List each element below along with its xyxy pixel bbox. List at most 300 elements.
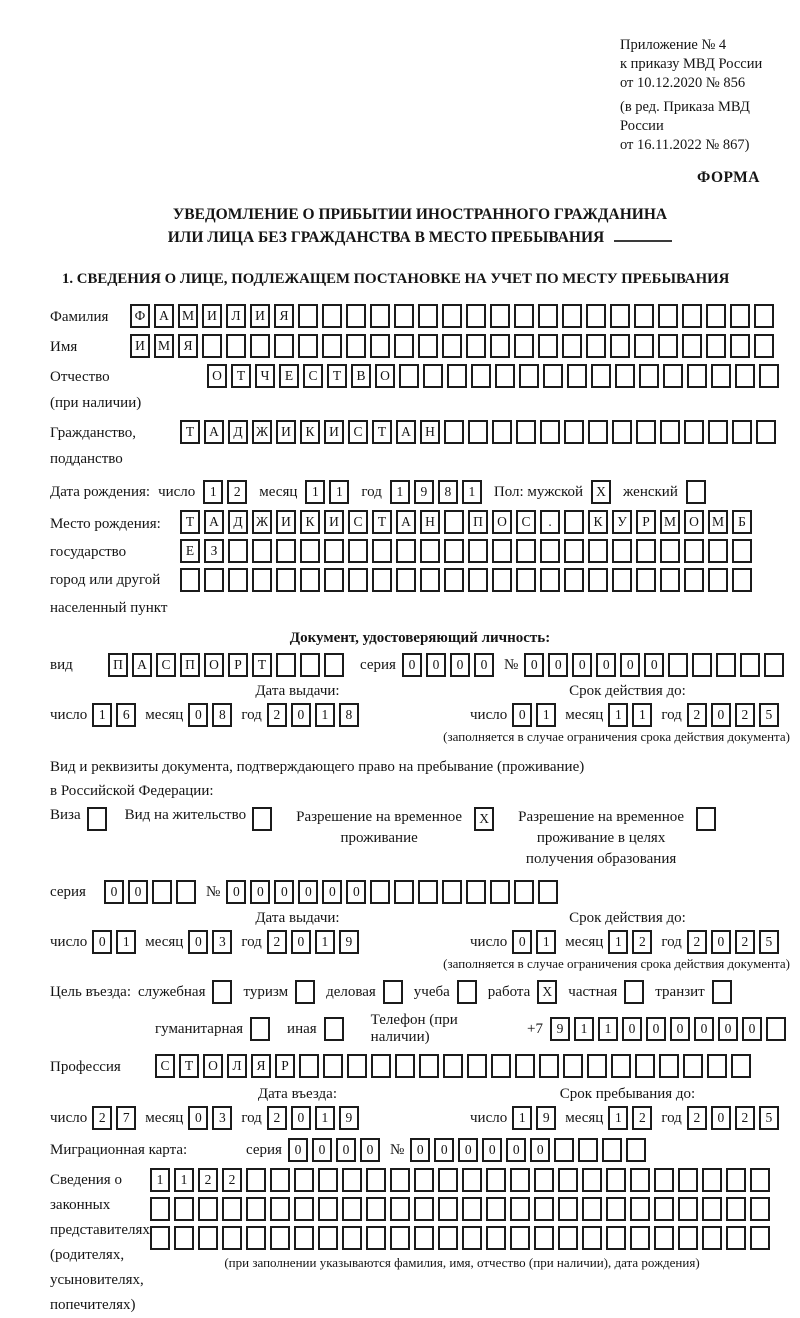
char-box[interactable]: 6 bbox=[116, 703, 136, 727]
char-box[interactable]: 1 bbox=[536, 930, 556, 954]
char-box[interactable] bbox=[696, 807, 716, 831]
char-box[interactable] bbox=[660, 539, 680, 563]
char-box[interactable]: А bbox=[132, 653, 152, 677]
char-box[interactable] bbox=[442, 880, 462, 904]
char-box[interactable]: 0 bbox=[711, 703, 731, 727]
char-box[interactable] bbox=[370, 304, 390, 328]
char-box[interactable]: И bbox=[202, 304, 222, 328]
char-box[interactable]: 0 bbox=[402, 653, 422, 677]
char-box[interactable] bbox=[471, 364, 491, 388]
char-box[interactable] bbox=[324, 653, 344, 677]
char-box[interactable] bbox=[366, 1197, 386, 1221]
char-box[interactable]: 1 bbox=[315, 1106, 335, 1130]
char-box[interactable]: 0 bbox=[188, 1106, 208, 1130]
char-box[interactable] bbox=[624, 980, 644, 1004]
char-box[interactable] bbox=[659, 1054, 679, 1078]
char-box[interactable] bbox=[563, 1054, 583, 1078]
char-box[interactable] bbox=[467, 1054, 487, 1078]
char-box[interactable] bbox=[702, 1226, 722, 1250]
char-box[interactable] bbox=[708, 568, 728, 592]
char-box[interactable]: К bbox=[300, 510, 320, 534]
char-box[interactable]: 1 bbox=[116, 930, 136, 954]
char-box[interactable]: . bbox=[540, 510, 560, 534]
char-box[interactable] bbox=[534, 1168, 554, 1192]
char-box[interactable] bbox=[372, 539, 392, 563]
char-box[interactable]: X bbox=[474, 807, 494, 831]
char-box[interactable] bbox=[515, 1054, 535, 1078]
char-box[interactable]: 0 bbox=[596, 653, 616, 677]
char-box[interactable]: 0 bbox=[482, 1138, 502, 1162]
char-box[interactable]: 0 bbox=[458, 1138, 478, 1162]
char-box[interactable]: 0 bbox=[288, 1138, 308, 1162]
char-box[interactable] bbox=[692, 653, 712, 677]
char-box[interactable] bbox=[250, 1017, 270, 1041]
char-box[interactable] bbox=[418, 880, 438, 904]
char-box[interactable]: Т bbox=[372, 420, 392, 444]
char-box[interactable]: М bbox=[178, 304, 198, 328]
char-box[interactable] bbox=[735, 364, 755, 388]
char-box[interactable]: Ф bbox=[130, 304, 150, 328]
char-box[interactable] bbox=[707, 1054, 727, 1078]
char-box[interactable] bbox=[764, 653, 784, 677]
char-box[interactable]: М bbox=[154, 334, 174, 358]
char-box[interactable]: Б bbox=[732, 510, 752, 534]
char-box[interactable]: С bbox=[303, 364, 323, 388]
char-box[interactable] bbox=[346, 334, 366, 358]
char-box[interactable]: С bbox=[156, 653, 176, 677]
char-box[interactable]: 2 bbox=[267, 1106, 287, 1130]
char-box[interactable]: А bbox=[396, 510, 416, 534]
char-box[interactable] bbox=[586, 304, 606, 328]
char-box[interactable] bbox=[420, 539, 440, 563]
char-box[interactable]: П bbox=[468, 510, 488, 534]
char-box[interactable] bbox=[270, 1168, 290, 1192]
char-box[interactable]: 1 bbox=[203, 480, 223, 504]
char-box[interactable] bbox=[396, 568, 416, 592]
char-box[interactable] bbox=[468, 539, 488, 563]
char-box[interactable]: 2 bbox=[92, 1106, 112, 1130]
char-box[interactable] bbox=[582, 1226, 602, 1250]
char-box[interactable]: 5 bbox=[759, 1106, 779, 1130]
char-box[interactable] bbox=[492, 539, 512, 563]
char-box[interactable]: У bbox=[612, 510, 632, 534]
char-box[interactable] bbox=[276, 568, 296, 592]
char-box[interactable]: 0 bbox=[524, 653, 544, 677]
char-box[interactable] bbox=[228, 568, 248, 592]
char-box[interactable] bbox=[395, 1054, 415, 1078]
char-box[interactable] bbox=[370, 880, 390, 904]
char-box[interactable]: О bbox=[203, 1054, 223, 1078]
char-box[interactable] bbox=[399, 364, 419, 388]
char-box[interactable]: 0 bbox=[450, 653, 470, 677]
char-box[interactable]: 0 bbox=[711, 1106, 731, 1130]
char-box[interactable] bbox=[706, 304, 726, 328]
char-box[interactable]: 1 bbox=[632, 703, 652, 727]
char-box[interactable] bbox=[246, 1168, 266, 1192]
char-box[interactable] bbox=[299, 1054, 319, 1078]
char-box[interactable] bbox=[324, 568, 344, 592]
char-box[interactable]: М bbox=[708, 510, 728, 534]
char-box[interactable]: И bbox=[250, 304, 270, 328]
char-box[interactable] bbox=[684, 568, 704, 592]
char-box[interactable]: 0 bbox=[530, 1138, 550, 1162]
char-box[interactable] bbox=[462, 1197, 482, 1221]
char-box[interactable] bbox=[582, 1168, 602, 1192]
char-box[interactable]: Ч bbox=[255, 364, 275, 388]
char-box[interactable] bbox=[750, 1197, 770, 1221]
char-box[interactable] bbox=[588, 420, 608, 444]
char-box[interactable] bbox=[394, 304, 414, 328]
char-box[interactable]: 0 bbox=[92, 930, 112, 954]
char-box[interactable] bbox=[612, 539, 632, 563]
char-box[interactable] bbox=[702, 1168, 722, 1192]
char-box[interactable]: И bbox=[130, 334, 150, 358]
char-box[interactable]: 0 bbox=[718, 1017, 738, 1041]
char-box[interactable] bbox=[490, 334, 510, 358]
char-box[interactable] bbox=[658, 334, 678, 358]
char-box[interactable]: О bbox=[492, 510, 512, 534]
char-box[interactable]: Р bbox=[275, 1054, 295, 1078]
char-box[interactable]: Т bbox=[179, 1054, 199, 1078]
char-box[interactable] bbox=[564, 539, 584, 563]
char-box[interactable]: 1 bbox=[315, 930, 335, 954]
char-box[interactable]: 0 bbox=[512, 703, 532, 727]
char-box[interactable] bbox=[540, 568, 560, 592]
char-box[interactable] bbox=[228, 539, 248, 563]
char-box[interactable]: 0 bbox=[548, 653, 568, 677]
char-box[interactable] bbox=[588, 568, 608, 592]
char-box[interactable] bbox=[324, 1017, 344, 1041]
char-box[interactable]: П bbox=[180, 653, 200, 677]
char-box[interactable]: 0 bbox=[312, 1138, 332, 1162]
char-box[interactable]: 0 bbox=[426, 653, 446, 677]
char-box[interactable] bbox=[468, 568, 488, 592]
char-box[interactable]: Е bbox=[279, 364, 299, 388]
char-box[interactable] bbox=[419, 1054, 439, 1078]
char-box[interactable] bbox=[564, 420, 584, 444]
char-box[interactable]: 5 bbox=[759, 703, 779, 727]
char-box[interactable] bbox=[466, 304, 486, 328]
char-box[interactable] bbox=[716, 653, 736, 677]
char-box[interactable]: А bbox=[204, 510, 224, 534]
char-box[interactable]: 3 bbox=[212, 930, 232, 954]
char-box[interactable] bbox=[222, 1197, 242, 1221]
char-box[interactable] bbox=[492, 420, 512, 444]
char-box[interactable] bbox=[654, 1168, 674, 1192]
char-box[interactable] bbox=[534, 1197, 554, 1221]
char-box[interactable] bbox=[322, 304, 342, 328]
char-box[interactable]: К bbox=[588, 510, 608, 534]
char-box[interactable] bbox=[87, 807, 107, 831]
char-box[interactable] bbox=[730, 334, 750, 358]
char-box[interactable] bbox=[606, 1226, 626, 1250]
char-box[interactable]: 1 bbox=[462, 480, 482, 504]
char-box[interactable]: 1 bbox=[150, 1168, 170, 1192]
char-box[interactable] bbox=[510, 1168, 530, 1192]
char-box[interactable] bbox=[300, 653, 320, 677]
char-box[interactable]: О bbox=[207, 364, 227, 388]
char-box[interactable] bbox=[443, 1054, 463, 1078]
char-box[interactable]: 2 bbox=[222, 1168, 242, 1192]
char-box[interactable] bbox=[514, 880, 534, 904]
char-box[interactable] bbox=[668, 653, 688, 677]
char-box[interactable]: 0 bbox=[742, 1017, 762, 1041]
char-box[interactable]: 0 bbox=[670, 1017, 690, 1041]
char-box[interactable]: 2 bbox=[687, 703, 707, 727]
char-box[interactable] bbox=[516, 420, 536, 444]
char-box[interactable] bbox=[766, 1017, 786, 1041]
char-box[interactable]: Л bbox=[226, 304, 246, 328]
char-box[interactable] bbox=[660, 420, 680, 444]
char-box[interactable]: 9 bbox=[536, 1106, 556, 1130]
char-box[interactable]: 9 bbox=[550, 1017, 570, 1041]
char-box[interactable] bbox=[466, 334, 486, 358]
char-box[interactable]: 1 bbox=[315, 703, 335, 727]
char-box[interactable] bbox=[318, 1168, 338, 1192]
char-box[interactable]: К bbox=[300, 420, 320, 444]
char-box[interactable] bbox=[444, 539, 464, 563]
char-box[interactable] bbox=[663, 364, 683, 388]
char-box[interactable] bbox=[226, 334, 246, 358]
char-box[interactable]: Т bbox=[231, 364, 251, 388]
char-box[interactable]: 0 bbox=[291, 703, 311, 727]
char-box[interactable] bbox=[298, 304, 318, 328]
char-box[interactable] bbox=[174, 1226, 194, 1250]
char-box[interactable] bbox=[348, 539, 368, 563]
char-box[interactable] bbox=[414, 1168, 434, 1192]
char-box[interactable]: 0 bbox=[322, 880, 342, 904]
char-box[interactable] bbox=[754, 304, 774, 328]
char-box[interactable]: 0 bbox=[711, 930, 731, 954]
char-box[interactable] bbox=[538, 334, 558, 358]
char-box[interactable] bbox=[591, 364, 611, 388]
char-box[interactable]: П bbox=[108, 653, 128, 677]
char-box[interactable] bbox=[578, 1138, 598, 1162]
char-box[interactable] bbox=[366, 1226, 386, 1250]
char-box[interactable]: 1 bbox=[174, 1168, 194, 1192]
char-box[interactable] bbox=[152, 880, 172, 904]
char-box[interactable] bbox=[323, 1054, 343, 1078]
char-box[interactable] bbox=[610, 304, 630, 328]
char-box[interactable]: 3 bbox=[212, 1106, 232, 1130]
char-box[interactable] bbox=[750, 1168, 770, 1192]
char-box[interactable]: 0 bbox=[512, 930, 532, 954]
char-box[interactable] bbox=[298, 334, 318, 358]
char-box[interactable] bbox=[444, 568, 464, 592]
char-box[interactable] bbox=[394, 880, 414, 904]
char-box[interactable] bbox=[486, 1168, 506, 1192]
char-box[interactable]: 9 bbox=[414, 480, 434, 504]
char-box[interactable] bbox=[706, 334, 726, 358]
char-box[interactable] bbox=[300, 539, 320, 563]
char-box[interactable]: С bbox=[516, 510, 536, 534]
char-box[interactable] bbox=[250, 334, 270, 358]
char-box[interactable] bbox=[462, 1226, 482, 1250]
char-box[interactable] bbox=[726, 1168, 746, 1192]
char-box[interactable] bbox=[202, 334, 222, 358]
char-box[interactable] bbox=[342, 1226, 362, 1250]
char-box[interactable]: З bbox=[204, 539, 224, 563]
char-box[interactable] bbox=[486, 1197, 506, 1221]
char-box[interactable] bbox=[630, 1168, 650, 1192]
char-box[interactable] bbox=[492, 568, 512, 592]
char-box[interactable]: Ж bbox=[252, 420, 272, 444]
char-box[interactable]: И bbox=[324, 420, 344, 444]
char-box[interactable] bbox=[612, 420, 632, 444]
char-box[interactable] bbox=[486, 1226, 506, 1250]
char-box[interactable] bbox=[510, 1226, 530, 1250]
char-box[interactable] bbox=[654, 1197, 674, 1221]
char-box[interactable] bbox=[740, 653, 760, 677]
char-box[interactable]: А bbox=[204, 420, 224, 444]
char-box[interactable]: 0 bbox=[291, 1106, 311, 1130]
char-box[interactable] bbox=[684, 420, 704, 444]
char-box[interactable] bbox=[612, 568, 632, 592]
char-box[interactable] bbox=[610, 334, 630, 358]
char-box[interactable] bbox=[370, 334, 390, 358]
char-box[interactable]: Т bbox=[252, 653, 272, 677]
char-box[interactable]: 2 bbox=[735, 930, 755, 954]
char-box[interactable]: С bbox=[348, 510, 368, 534]
char-box[interactable]: Т bbox=[372, 510, 392, 534]
char-box[interactable]: 0 bbox=[644, 653, 664, 677]
char-box[interactable] bbox=[318, 1226, 338, 1250]
char-box[interactable]: 0 bbox=[506, 1138, 526, 1162]
char-box[interactable] bbox=[176, 880, 196, 904]
char-box[interactable]: 0 bbox=[188, 930, 208, 954]
char-box[interactable]: Р bbox=[636, 510, 656, 534]
char-box[interactable] bbox=[212, 980, 232, 1004]
char-box[interactable]: С bbox=[155, 1054, 175, 1078]
char-box[interactable] bbox=[270, 1226, 290, 1250]
char-box[interactable] bbox=[390, 1168, 410, 1192]
char-box[interactable] bbox=[396, 539, 416, 563]
char-box[interactable] bbox=[702, 1197, 722, 1221]
char-box[interactable]: 2 bbox=[687, 1106, 707, 1130]
char-box[interactable]: 2 bbox=[687, 930, 707, 954]
char-box[interactable]: Д bbox=[228, 510, 248, 534]
char-box[interactable] bbox=[682, 334, 702, 358]
char-box[interactable]: 2 bbox=[735, 703, 755, 727]
char-box[interactable]: 7 bbox=[116, 1106, 136, 1130]
char-box[interactable] bbox=[602, 1138, 622, 1162]
char-box[interactable] bbox=[558, 1226, 578, 1250]
char-box[interactable] bbox=[678, 1168, 698, 1192]
char-box[interactable]: Я bbox=[251, 1054, 271, 1078]
char-box[interactable] bbox=[371, 1054, 391, 1078]
char-box[interactable] bbox=[457, 980, 477, 1004]
char-box[interactable] bbox=[564, 510, 584, 534]
char-box[interactable] bbox=[420, 568, 440, 592]
char-box[interactable]: Р bbox=[228, 653, 248, 677]
char-box[interactable] bbox=[222, 1226, 242, 1250]
char-box[interactable]: X bbox=[537, 980, 557, 1004]
char-box[interactable] bbox=[519, 364, 539, 388]
char-box[interactable]: 2 bbox=[227, 480, 247, 504]
char-box[interactable]: 0 bbox=[360, 1138, 380, 1162]
char-box[interactable] bbox=[276, 653, 296, 677]
char-box[interactable]: 0 bbox=[694, 1017, 714, 1041]
char-box[interactable] bbox=[180, 568, 200, 592]
char-box[interactable] bbox=[346, 304, 366, 328]
char-box[interactable]: А bbox=[154, 304, 174, 328]
char-box[interactable] bbox=[490, 304, 510, 328]
char-box[interactable]: 0 bbox=[274, 880, 294, 904]
char-box[interactable]: 0 bbox=[572, 653, 592, 677]
char-box[interactable] bbox=[754, 334, 774, 358]
char-box[interactable] bbox=[510, 1197, 530, 1221]
char-box[interactable]: 1 bbox=[329, 480, 349, 504]
char-box[interactable] bbox=[726, 1197, 746, 1221]
char-box[interactable] bbox=[294, 1226, 314, 1250]
char-box[interactable]: С bbox=[348, 420, 368, 444]
char-box[interactable] bbox=[495, 364, 515, 388]
char-box[interactable] bbox=[634, 304, 654, 328]
char-box[interactable] bbox=[324, 539, 344, 563]
char-box[interactable] bbox=[534, 1226, 554, 1250]
char-box[interactable]: Ж bbox=[252, 510, 272, 534]
char-box[interactable] bbox=[654, 1226, 674, 1250]
char-box[interactable] bbox=[438, 1226, 458, 1250]
char-box[interactable]: Я bbox=[178, 334, 198, 358]
char-box[interactable]: 2 bbox=[735, 1106, 755, 1130]
char-box[interactable]: И bbox=[276, 420, 296, 444]
char-box[interactable] bbox=[708, 420, 728, 444]
char-box[interactable] bbox=[198, 1197, 218, 1221]
char-box[interactable] bbox=[630, 1197, 650, 1221]
char-box[interactable] bbox=[558, 1168, 578, 1192]
char-box[interactable]: Т bbox=[180, 510, 200, 534]
char-box[interactable] bbox=[150, 1197, 170, 1221]
char-box[interactable]: 0 bbox=[291, 930, 311, 954]
char-box[interactable] bbox=[538, 880, 558, 904]
char-box[interactable] bbox=[342, 1168, 362, 1192]
char-box[interactable]: М bbox=[660, 510, 680, 534]
char-box[interactable] bbox=[516, 539, 536, 563]
char-box[interactable] bbox=[732, 568, 752, 592]
char-box[interactable] bbox=[636, 539, 656, 563]
char-box[interactable] bbox=[567, 364, 587, 388]
char-box[interactable] bbox=[678, 1226, 698, 1250]
char-box[interactable]: 1 bbox=[608, 930, 628, 954]
char-box[interactable]: 0 bbox=[646, 1017, 666, 1041]
char-box[interactable] bbox=[447, 364, 467, 388]
char-box[interactable] bbox=[660, 568, 680, 592]
char-box[interactable] bbox=[726, 1226, 746, 1250]
char-box[interactable] bbox=[634, 334, 654, 358]
char-box[interactable] bbox=[274, 334, 294, 358]
char-box[interactable] bbox=[658, 304, 678, 328]
char-box[interactable]: 5 bbox=[759, 930, 779, 954]
char-box[interactable]: 0 bbox=[346, 880, 366, 904]
char-box[interactable]: 0 bbox=[250, 880, 270, 904]
char-box[interactable]: 1 bbox=[608, 703, 628, 727]
char-box[interactable] bbox=[372, 568, 392, 592]
char-box[interactable]: Е bbox=[180, 539, 200, 563]
char-box[interactable] bbox=[687, 364, 707, 388]
char-box[interactable] bbox=[390, 1226, 410, 1250]
char-box[interactable]: 0 bbox=[622, 1017, 642, 1041]
char-box[interactable]: О bbox=[204, 653, 224, 677]
char-box[interactable] bbox=[611, 1054, 631, 1078]
char-box[interactable] bbox=[554, 1138, 574, 1162]
char-box[interactable] bbox=[514, 334, 534, 358]
char-box[interactable] bbox=[150, 1226, 170, 1250]
char-box[interactable]: 0 bbox=[298, 880, 318, 904]
char-box[interactable]: 9 bbox=[339, 930, 359, 954]
char-box[interactable]: 1 bbox=[574, 1017, 594, 1041]
char-box[interactable]: 8 bbox=[438, 480, 458, 504]
